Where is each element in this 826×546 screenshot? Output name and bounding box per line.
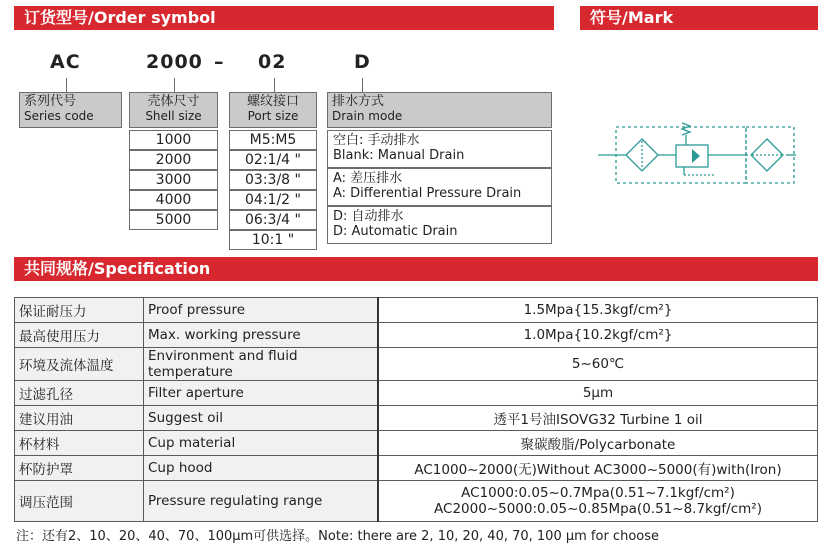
port-size-cell: M5:M5 (229, 130, 317, 150)
header-series-cn: 系列代号 (24, 94, 77, 109)
spec-value: AC1000~2000(无)Without AC3000~5000(有)with(Iron) (378, 456, 818, 481)
header-drain-cn: 排水方式 (332, 94, 385, 109)
mark-title-bar: 符号/Mark (580, 6, 818, 30)
pressure-range-line-1: AC1000:0.05~0.7Mpa(0.51~7.1kgf/cm²) (461, 485, 735, 501)
spec-label-cn: 过滤孔径 (15, 381, 144, 406)
drain-mode-cn: 空白: 手动排水 (333, 133, 420, 148)
connector-series (66, 78, 67, 92)
spec-value: 1.0Mpa{10.2kgf/cm²} (378, 323, 818, 348)
table-row (15, 481, 818, 522)
spec-label-cn: 最高使用压力 (15, 323, 144, 348)
spec-label-en: Cup material (144, 431, 379, 456)
spec-label-cn: 环境及流体温度 (15, 348, 144, 381)
spec-value-pressure-range (378, 481, 818, 522)
spec-label-en: Cup hood (144, 456, 379, 481)
header-shell-cn: 壳体尺寸 (147, 94, 200, 109)
spec-value: 聚碳酸脂/Polycarbonate (378, 431, 818, 456)
header-shell-size (129, 92, 218, 128)
pressure-range-line-2: AC2000~5000:0.05~0.85Mpa(0.51~8.7kgf/cm²) (434, 501, 762, 517)
connector-port (274, 78, 275, 92)
order-symbol-title-bar: 订货型号/Order symbol (14, 6, 554, 30)
connector-shell (174, 78, 175, 92)
code-shell: 2000 (146, 51, 203, 73)
shell-size-cell: 2000 (129, 150, 218, 170)
spec-label-en: Proof pressure (144, 298, 379, 323)
port-size-cell: 10:1 " (229, 230, 317, 250)
port-size-cell: 02:1/4 " (229, 150, 317, 170)
spec-label-en: Environment and fluid temperature (144, 348, 379, 381)
header-port-cn: 螺纹接口 (246, 94, 299, 109)
shell-size-cell: 4000 (129, 190, 218, 210)
spec-value: 5μm (378, 381, 818, 406)
shell-size-cell: 1000 (129, 130, 218, 150)
spec-label-cn: 杯材料 (15, 431, 144, 456)
port-size-cell: 04:1/2 " (229, 190, 317, 210)
table-row (15, 298, 818, 323)
spec-label-cn: 调压范围 (15, 481, 144, 522)
code-series: AC (50, 51, 81, 73)
shell-size-cell: 3000 (129, 170, 218, 190)
footnote: 注：还有2、10、20、40、70、100μm可供选择。Note: there are 2, 10, 20, 40, 70, 100 μm for choose (16, 529, 659, 544)
drain-mode-en: Blank: Manual Drain (333, 148, 465, 163)
code-drain: D (354, 51, 371, 73)
filter-regulator-symbol-icon (596, 115, 796, 190)
spec-label-cn: 建议用油 (15, 406, 144, 431)
drain-mode-cn: D: 自动排水 (333, 209, 404, 224)
drain-mode-en: A: Differential Pressure Drain (333, 186, 522, 201)
header-port-size (229, 92, 317, 128)
header-series-code (19, 92, 122, 128)
code-port: 02 (258, 51, 287, 73)
spec-value: 1.5Mpa{15.3kgf/cm²} (378, 298, 818, 323)
connector-drain (362, 78, 363, 92)
port-size-cell: 06:3/4 " (229, 210, 317, 230)
drain-mode-cell (327, 206, 552, 244)
table-row (15, 431, 818, 456)
drain-mode-cn: A: 差压排水 (333, 171, 403, 186)
drain-mode-cell (327, 130, 552, 168)
header-series-en: Series code (24, 109, 94, 123)
spec-label-en: Pressure regulating range (144, 481, 379, 522)
code-dash: – (214, 51, 225, 73)
spec-label-cn: 保证耐压力 (15, 298, 144, 323)
table-row (15, 406, 818, 431)
table-row (15, 348, 818, 381)
spec-label-en: Suggest oil (144, 406, 379, 431)
table-row (15, 456, 818, 481)
port-size-cell: 03:3/8 " (229, 170, 317, 190)
table-row (15, 323, 818, 348)
spec-label-en: Max. working pressure (144, 323, 379, 348)
header-shell-en: Shell size (145, 109, 202, 123)
spec-label-en: Filter aperture (144, 381, 379, 406)
header-port-en: Port size (247, 109, 299, 123)
table-row (15, 381, 818, 406)
spec-label-cn: 杯防护罩 (15, 456, 144, 481)
drain-mode-cell (327, 168, 552, 206)
header-drain-mode (327, 92, 552, 128)
spec-value: 透平1号油ISOVG32 Turbine 1 oil (378, 406, 818, 431)
shell-size-cell: 5000 (129, 210, 218, 230)
specification-title-bar: 共同规格/Specification (14, 257, 818, 281)
specification-table (14, 297, 818, 522)
drain-mode-en: D: Automatic Drain (333, 224, 458, 239)
spec-value: 5~60℃ (378, 348, 818, 381)
header-drain-en: Drain mode (332, 109, 403, 123)
